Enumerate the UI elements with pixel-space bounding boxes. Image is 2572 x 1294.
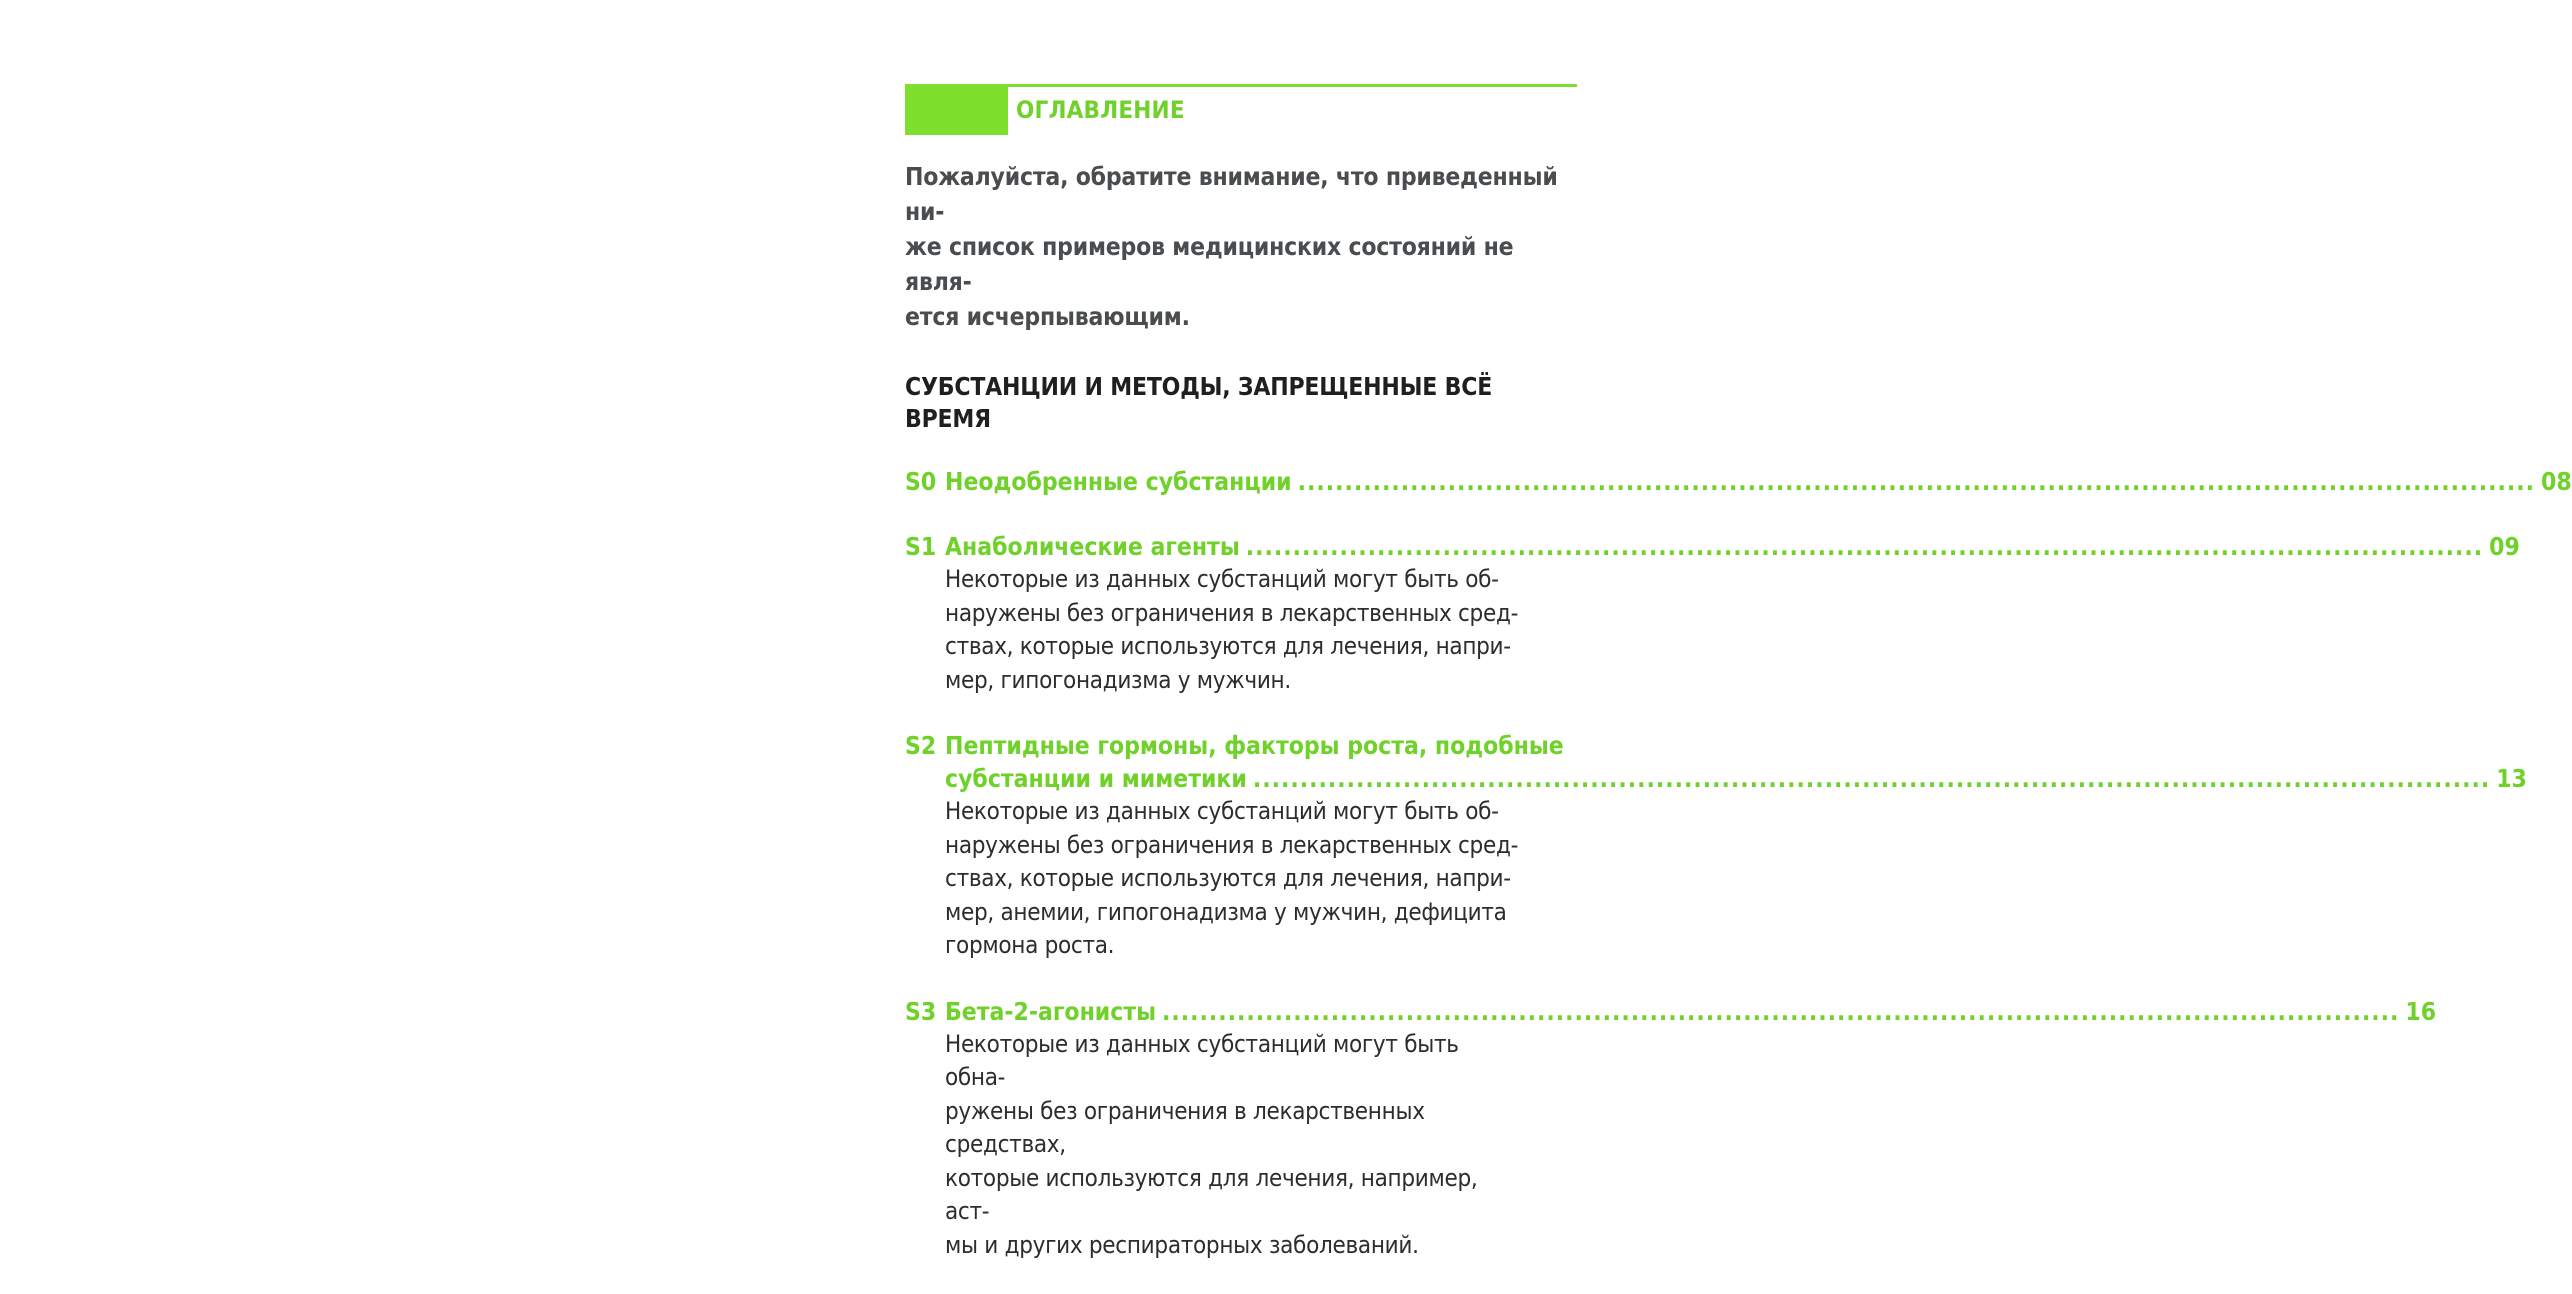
entry-title[interactable]: Пептидные гормоны, факторы роста, подобные xyxy=(945,731,1564,760)
entry-title[interactable]: Анаболические агенты xyxy=(945,532,1240,561)
description-line: наружены без ограничения в лекарственных сред- xyxy=(945,598,1519,627)
description-line: ружены без ограничения в лекарственных средствах, xyxy=(945,1096,1425,1158)
toc-entry-s0[interactable] xyxy=(905,465,2572,498)
description-line: мы и других респираторных заболеваний. xyxy=(945,1230,1419,1259)
entry-page-number[interactable]: 09 xyxy=(2489,532,2520,561)
toc-entry-s3[interactable] xyxy=(905,995,2437,1263)
description-line: мер, анемии, гипогонадизма у мужчин, дефицита xyxy=(945,897,1507,926)
entry-title[interactable]: Неодобренные субстанции xyxy=(945,467,1292,496)
entry-code: S2 xyxy=(905,731,937,760)
description-line: которые используются для лечения, например, аст- xyxy=(945,1163,1478,1225)
intro-line: ется исчерпывающим. xyxy=(905,302,1190,331)
intro-line: Пожалуйста, обратите внимание, что приведенный ни- xyxy=(905,162,1558,226)
intro-line: же список примеров медицинских состояний не явля- xyxy=(905,232,1514,296)
entry-page-number[interactable]: 08 xyxy=(2541,467,2572,496)
section-heading: СУБСТАНЦИИ И МЕТОДЫ, ЗАПРЕЩЕННЫЕ ВСЁ ВРЕМЯ xyxy=(905,372,1493,433)
dot-leader xyxy=(1246,530,2483,563)
description-line: ствах, которые используются для лечения, напри- xyxy=(945,864,1511,892)
toc-header xyxy=(905,84,1577,135)
header-accent-block xyxy=(905,87,1008,135)
entry-title-continued[interactable]: субстанции и миметики xyxy=(945,764,1247,793)
description-line: ствах, которые используются для лечения, напри- xyxy=(945,632,1511,660)
description-line: Некоторые из данных субстанций могут быть об- xyxy=(945,797,1499,825)
description-line: Некоторые из данных субстанций могут быть обна- xyxy=(945,1029,1459,1091)
entry-code: S3 xyxy=(905,996,937,1026)
entry-description xyxy=(945,1028,1525,1263)
description-line: мер, гипогонадизма у мужчин. xyxy=(945,665,1291,694)
toc-entries xyxy=(905,465,2572,1262)
entry-page-number[interactable]: 16 xyxy=(2405,996,2437,1026)
toc-title: ОГЛАВЛЕНИЕ xyxy=(1016,96,1185,124)
intro-paragraph xyxy=(905,159,1577,334)
toc-entry-s1[interactable] xyxy=(905,530,2520,697)
dot-leader xyxy=(1162,995,2399,1028)
entry-code: S0 xyxy=(905,467,937,496)
table-of-contents xyxy=(905,84,2572,1294)
entry-title[interactable]: Бета-2-агонисты xyxy=(945,996,1157,1026)
toc-entry-s2[interactable] xyxy=(905,729,2527,963)
entry-code: S1 xyxy=(905,532,937,561)
description-line: гормона роста. xyxy=(945,931,1115,959)
entry-page-number[interactable]: 13 xyxy=(2496,764,2527,793)
entry-description xyxy=(945,563,1525,697)
description-line: Некоторые из данных субстанций могут быть об- xyxy=(945,565,1499,593)
description-line: наружены без ограничения в лекарственных сред- xyxy=(945,830,1519,859)
entry-description xyxy=(945,795,1525,963)
dot-leader xyxy=(1298,465,2535,498)
dot-leader xyxy=(1253,762,2490,795)
